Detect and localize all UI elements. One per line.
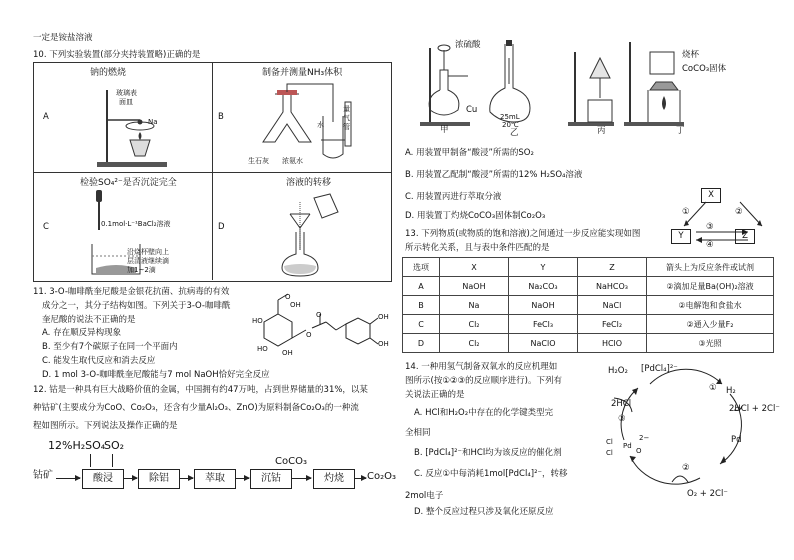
table-cell: Na₂CO₃ <box>509 277 578 296</box>
q14-option-d: D. 整个反应过程只涉及氧化还原反应 <box>414 507 554 517</box>
cycle-n3: ③ <box>618 414 626 424</box>
flow-drop-2 <box>112 454 113 467</box>
cycle-inter-o: O <box>636 447 642 455</box>
table-row <box>403 277 774 296</box>
table-cell: NaOH <box>509 296 578 315</box>
q11-option-c: C. 能发生取代反应和消去反应 <box>42 356 156 366</box>
mol-oh-2: OH <box>282 349 293 357</box>
flow-step-precipitate: 沉钴 <box>250 469 292 489</box>
triangle-n2: ② <box>735 207 743 217</box>
transfer-apparatus <box>270 192 360 278</box>
flow-coco3: CoCO₃ <box>275 456 307 467</box>
q14-option-c1: C. 反应①中每消耗1mol[PdCl₄]²⁻，转移 <box>414 469 568 479</box>
top-line: 一定是铵盐溶液 <box>33 33 93 43</box>
cell-b-label-1: 量 <box>343 105 350 113</box>
triangle-arrows <box>676 186 786 246</box>
flow-start: 钴矿 <box>33 470 53 481</box>
flow-step-calcine: 灼烧 <box>313 469 355 489</box>
app-label-20c: 20℃ <box>502 121 519 129</box>
q14-option-a2: 全相同 <box>405 428 431 438</box>
flow-step-remove-al: 除铝 <box>138 469 180 489</box>
table-cell: A <box>403 277 440 296</box>
q14-option-b: B. [PdCl₄]²⁻和HCl均为该反应的催化剂 <box>414 448 562 458</box>
cycle-h2o2: H₂O₂ <box>608 366 628 376</box>
flow-arrow-2 <box>179 478 193 479</box>
q11-option-d: D. 1 mol 3-O-咖啡酰奎尼酸能与7 mol NaOH恰好完全反应 <box>42 370 270 380</box>
table-row <box>403 296 774 315</box>
q11-line-3: 奎尼酸的说法不正确的是 <box>42 315 136 325</box>
cell-d-title: 溶液的转移 <box>286 178 332 188</box>
flow-h2so4: 12%H₂SO₄ <box>48 439 106 452</box>
cell-b-label-6: 浓氨水 <box>282 157 303 165</box>
cell-b-label-2: 气 <box>343 114 350 122</box>
q11-line-2: 成分之一，其分子结构如图。下列关于3-O-咖啡酰 <box>42 301 231 311</box>
table-cell: HClO <box>578 334 647 353</box>
cell-b-letter: B <box>218 112 224 122</box>
triangle-n3: ③ <box>706 222 714 232</box>
cycle-inter-charge: 2− <box>639 434 650 442</box>
app-label-jia: 甲 <box>440 125 449 135</box>
flow-arrow-3 <box>235 478 249 479</box>
q12-line-1: 12. 钴是一种具有巨大战略价值的金属，中国拥有约47万吨，占到世界储量的31%，以某 <box>33 385 368 395</box>
flow-drop-1 <box>90 454 91 467</box>
cell-c-label-4: 加1~2滴 <box>127 266 156 274</box>
cell-a-title: 钠的燃烧 <box>90 68 127 78</box>
q11-option-b: B. 至少有7个碳原子在同一个平面内 <box>42 342 178 352</box>
table-cell: B <box>403 296 440 315</box>
table-cell: D <box>403 334 440 353</box>
cell-c-label-1: 0.1mol·L⁻¹BaCl₂溶液 <box>101 220 171 228</box>
q12-option-a: A. 用装置甲制备“酸浸”所需的SO₂ <box>405 148 534 158</box>
cell-b-label-4: 水 <box>317 121 324 129</box>
cell-a-label-1: 玻璃表 <box>116 89 137 97</box>
mol-oh-4: OH <box>378 340 389 348</box>
cell-a-label-3: Na <box>148 118 158 126</box>
cycle-n1: ① <box>709 383 717 393</box>
cycle-inter-cl2: Cl <box>606 449 613 457</box>
table-header: 选项 <box>403 258 440 277</box>
table-cell: NaClO <box>509 334 578 353</box>
q12-line-2: 种钴矿(主要成分为CoO、Co₂O₃，还含有少量Al₂O₃、ZnO)为原料制备Co₂O₃的一种流 <box>33 403 359 413</box>
table-cell: Na <box>440 296 509 315</box>
flow-arrow-5 <box>354 478 366 479</box>
table-row <box>403 334 774 353</box>
cycle-h2: H₂ <box>726 386 736 396</box>
table-row <box>403 315 774 334</box>
cell-a-letter: A <box>43 112 49 122</box>
q14-line-1: 14. 一种用氢气制备双氧水的反应机理如 <box>405 362 558 372</box>
q11-option-a: A. 存在顺反异构现象 <box>42 328 122 338</box>
flow-step-acid-leach: 酸浸 <box>82 469 124 489</box>
cycle-inter-pd: Pd <box>623 442 632 450</box>
flow-so2: SO₂ <box>104 439 125 452</box>
cycle-2hcl: 2HCl <box>611 399 632 409</box>
q13-line-1: 13. 下列物质(或物质的饱和溶液)之间通过一步反应能实现如图 <box>405 229 641 239</box>
q10-vline <box>212 62 213 280</box>
q12-line-3: 程如图所示。下列说法及操作正确的是 <box>33 421 178 431</box>
q12-option-b: B. 用装置乙配制“酸浸”所需的12% H₂SO₄溶液 <box>405 170 583 180</box>
q12-option-c: C. 用装置丙进行萃取分液 <box>405 192 502 202</box>
cycle-pdcl4: [PdCl₄]²⁻ <box>641 364 678 374</box>
table-cell: Cl₂ <box>440 334 509 353</box>
app-label-yi: 乙 <box>510 128 519 138</box>
q13-table <box>402 257 774 353</box>
table-cell: NaOH <box>440 277 509 296</box>
table-cell: ②滴加足量Ba(OH)₂溶液 <box>647 277 774 296</box>
cell-b-label-5: 生石灰 <box>248 157 269 165</box>
table-cell: Cl₂ <box>440 315 509 334</box>
cell-a-label-2: 面皿 <box>119 98 133 106</box>
mol-oh-1: OH <box>290 301 301 309</box>
mol-o-carbonyl: O <box>316 311 322 319</box>
triangle-y: Y <box>671 229 691 244</box>
mol-oh-3: OH <box>378 313 389 321</box>
q14-option-c2: 2mol电子 <box>405 491 444 501</box>
app-label-h2so4: 浓硫酸 <box>455 40 481 50</box>
table-cell: NaCl <box>578 296 647 315</box>
table-cell: FeCl₃ <box>509 315 578 334</box>
q12-option-d: D. 用装置丁灼烧CoCO₃固体制Co₂O₃ <box>405 211 546 221</box>
table-cell: ②通入少量F₂ <box>647 315 774 334</box>
q10-hline <box>33 172 391 173</box>
cell-d-letter: D <box>218 222 225 232</box>
app-label-25ml: 25mL <box>500 113 520 121</box>
mol-o-top: O <box>285 293 291 301</box>
q13-line-2: 所示转化关系，且与表中条件匹配的是 <box>405 243 550 253</box>
table-cell: C <box>403 315 440 334</box>
table-header: Z <box>578 258 647 277</box>
table-cell: ②电解饱和食盐水 <box>647 296 774 315</box>
app-label-beaker: 烧杯 <box>682 50 700 60</box>
triangle-n4: ④ <box>706 240 714 250</box>
mol-ho-1: HO <box>252 317 263 325</box>
app-label-cu: Cu <box>466 105 478 115</box>
cycle-pd: Pd <box>731 435 742 445</box>
q14-option-a1: A. HCl和H₂O₂中存在的化学键类型完 <box>414 408 554 418</box>
app-label-ding: 丁 <box>676 126 685 136</box>
molecule-structure <box>250 284 395 364</box>
app-label-bing: 丙 <box>597 126 606 136</box>
cell-c-title: 检验SO₄²⁻是否沉淀完全 <box>80 178 177 188</box>
triangle-x: X <box>701 188 721 203</box>
cell-b-label-3: 管 <box>343 123 350 131</box>
q11-line-1: 11. 3-O-咖啡酰奎尼酸是金银花抗菌、抗病毒的有效 <box>33 287 230 297</box>
table-header-row <box>403 258 774 277</box>
table-cell: NaHCO₃ <box>578 277 647 296</box>
triangle-z: Z <box>735 229 755 244</box>
table-header: Y <box>509 258 578 277</box>
cycle-inter-cl1: Cl <box>606 438 613 446</box>
apparatus-row <box>400 38 730 138</box>
app-label-coco3: CoCO₃固体 <box>682 64 727 74</box>
cell-b-title: 制备并测量NH₃体积 <box>262 68 343 78</box>
table-header: 箭头上为反应条件或试剂 <box>647 258 774 277</box>
cell-c-label-2: 沿烧杯壁向上 <box>127 248 169 256</box>
table-header: X <box>440 258 509 277</box>
table-cell: ③光照 <box>647 334 774 353</box>
cell-c-label-3: 层清液继续滴 <box>127 257 169 265</box>
flow-arrow-1 <box>123 478 137 479</box>
cycle-o2: O₂ + 2Cl⁻ <box>687 489 728 499</box>
flow-product: Co₂O₃ <box>367 471 396 482</box>
triangle-n1: ① <box>682 207 690 217</box>
flow-step-extract: 萃取 <box>194 469 236 489</box>
q14-line-3: 关说法正确的是 <box>405 390 465 400</box>
table-cell: FeCl₂ <box>578 315 647 334</box>
flow-arrow-0 <box>56 478 80 479</box>
mol-ho-2: HO <box>257 345 268 353</box>
cycle-out: 2HCl + 2Cl⁻ <box>729 404 780 414</box>
q14-line-2: 图所示(按①②③的反应顺序进行)。下列有 <box>405 376 562 386</box>
flow-arrow-4 <box>291 478 311 479</box>
q10-stem: 10. 下列实验装置(部分夹持装置略)正确的是 <box>33 50 201 60</box>
cycle-n2: ② <box>682 463 690 473</box>
cell-c-letter: C <box>43 222 49 232</box>
mol-o-ester: O <box>306 331 312 339</box>
